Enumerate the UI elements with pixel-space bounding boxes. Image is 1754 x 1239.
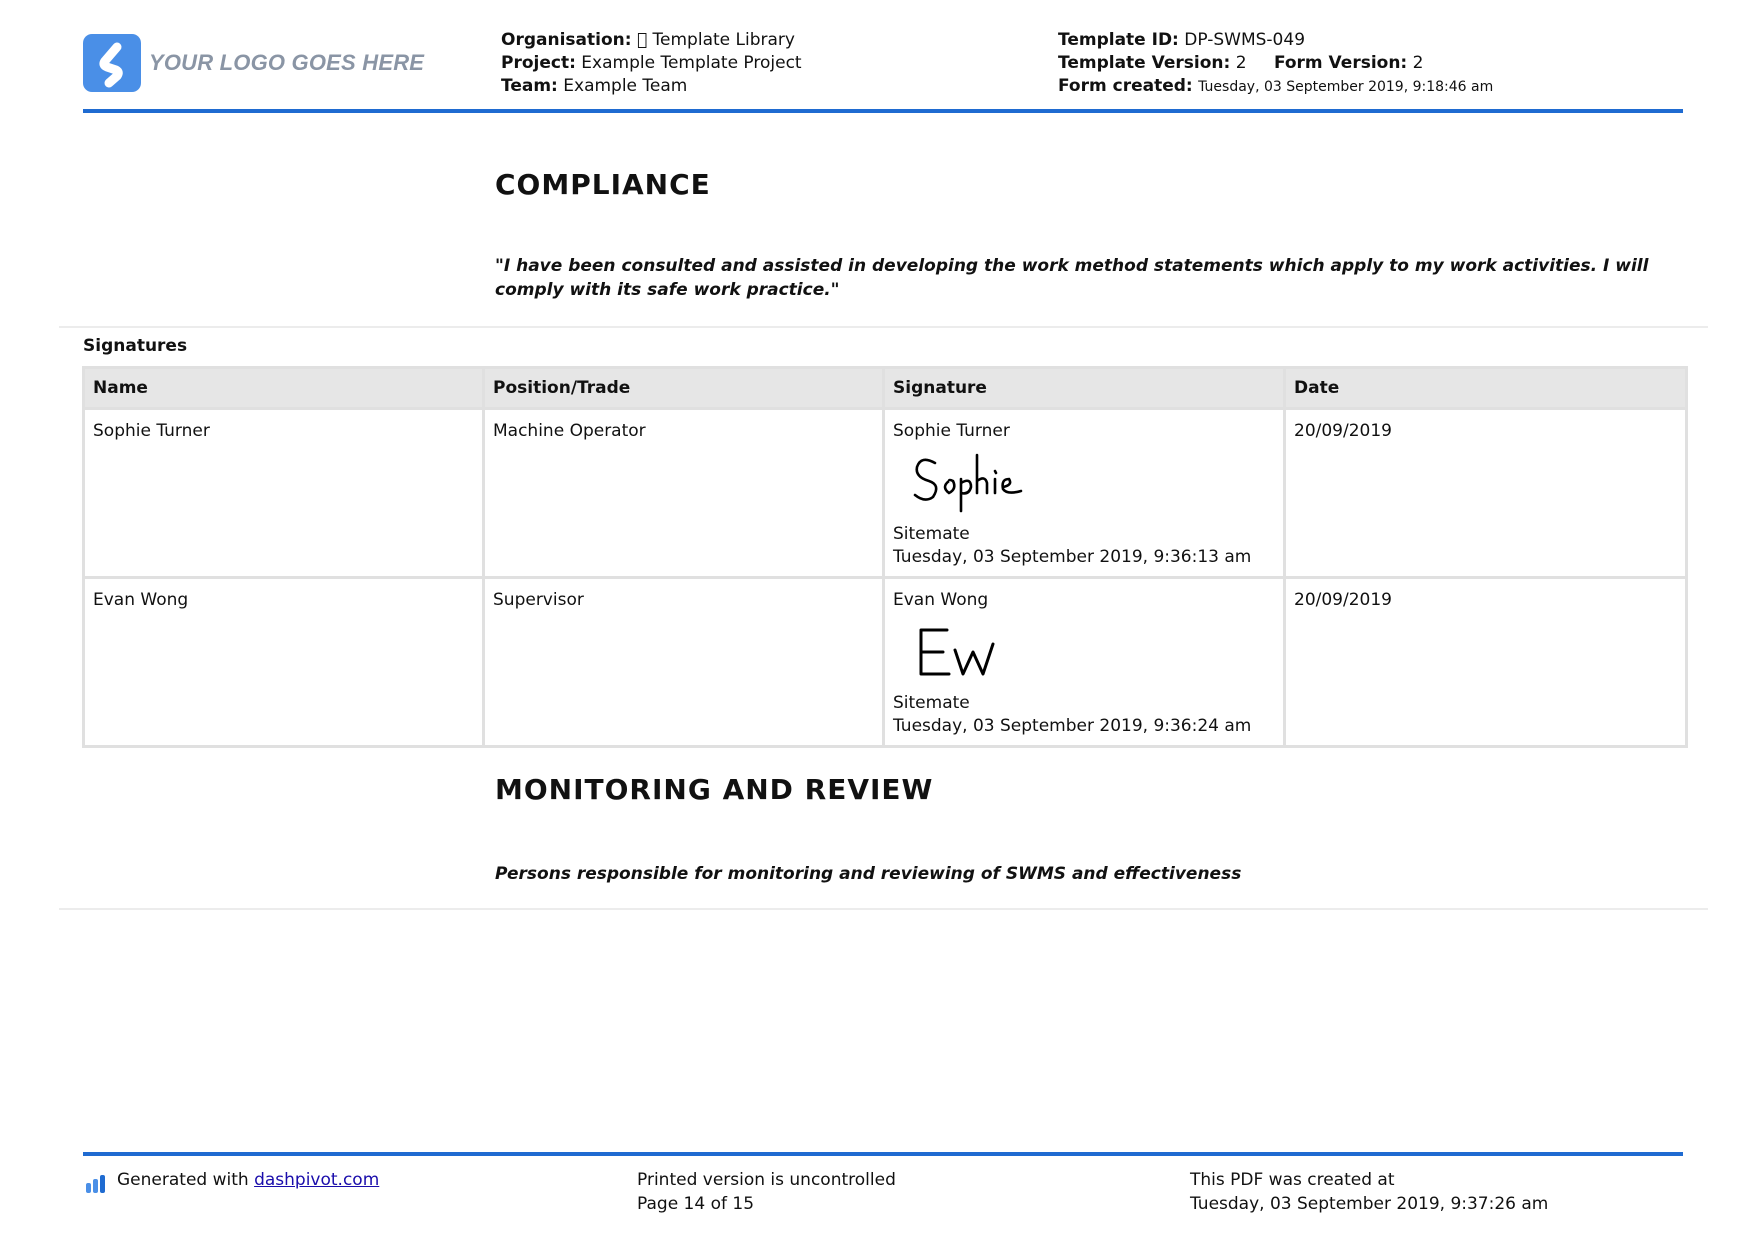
uncontrolled-notice: Printed version is uncontrolled [637,1170,896,1190]
generated-prefix: Generated with [117,1170,249,1190]
organisation-label: Organisation: [501,30,632,50]
signature-source: Sitemate [893,693,970,713]
table-row [84,409,1687,578]
organisation-line [501,29,802,52]
cell-name: Sophie Turner [84,409,484,578]
cell-signature [884,409,1285,578]
form-created-label: Form created: [1058,76,1193,96]
page-number: Page 14 of 15 [637,1194,755,1214]
column-header-date: Date [1285,368,1687,409]
cell-date: 20/09/2019 [1285,409,1687,578]
generated-with [117,1168,379,1192]
signatures-table [82,366,1688,748]
cell-date: 20/09/2019 [1285,578,1687,747]
column-header-position: Position/Trade [484,368,884,409]
header-project-info [501,29,802,98]
template-id-line [1058,29,1493,52]
handwritten-signature [909,449,1039,517]
print-notice [637,1168,896,1216]
template-id-value: DP-SWMS-049 [1184,30,1306,50]
signature-source: Sitemate [893,524,970,544]
form-version-label: Form Version: [1273,53,1408,73]
project-value: Example Template Project [581,53,802,73]
signature-timestamp: Tuesday, 03 September 2019, 9:36:13 am [893,547,1252,567]
table-row [84,578,1687,747]
section-divider [59,326,1708,328]
header-template-info [1058,29,1493,99]
logo-mark-icon [83,34,141,92]
template-version-label: Template Version: [1058,53,1231,73]
column-header-name: Name [84,368,484,409]
cell-name: Evan Wong [84,578,484,747]
section-divider [59,908,1708,910]
pdf-created-label: This PDF was created at [1190,1170,1395,1190]
template-version-value: 2 [1235,53,1247,73]
version-line [1058,52,1493,75]
team-line [501,75,802,98]
company-logo [83,34,141,92]
cell-position: Machine Operator [484,409,884,578]
organisation-value: Template Library [636,30,780,50]
logo-placeholder-text: YOUR LOGO GOES HERE [149,50,425,75]
template-id-label: Template ID: [1058,30,1179,50]
monitoring-heading: MONITORING AND REVIEW [495,773,934,806]
monitoring-subtitle: Persons responsible for monitoring and reviewing of SWMS and effectiveness [495,864,1242,884]
table-header-row [84,368,1687,409]
pdf-created-value: Tuesday, 03 September 2019, 9:37:26 am [1190,1194,1549,1214]
pdf-created [1190,1168,1548,1216]
compliance-statement: "I have been consulted and assisted in developing the work method statements which apply to my work activities. I will comply with its safe work practice." [495,256,1649,300]
handwritten-signature [909,618,1039,686]
team-value: Example Team [563,76,688,96]
project-label: Project: [501,53,576,73]
form-version-value: 2 [1412,53,1424,73]
dashpivot-icon [86,1173,110,1193]
project-line [501,52,802,75]
column-header-signature: Signature [884,368,1285,409]
dashpivot-link[interactable]: dashpivot.com [254,1170,380,1190]
team-label: Team: [501,76,558,96]
cell-signature [884,578,1285,747]
signature-timestamp: Tuesday, 03 September 2019, 9:36:24 am [893,716,1252,736]
form-created-line [1058,75,1493,99]
signer-name: Sophie Turner [893,421,1010,441]
footer-divider [83,1152,1683,1156]
cell-position: Supervisor [484,578,884,747]
header-divider [83,109,1683,113]
signatures-label: Signatures [83,336,188,356]
compliance-heading: COMPLIANCE [495,168,711,201]
form-created-value: Tuesday, 03 September 2019, 9:18:46 am [1198,79,1494,95]
signer-name: Evan Wong [893,590,989,610]
